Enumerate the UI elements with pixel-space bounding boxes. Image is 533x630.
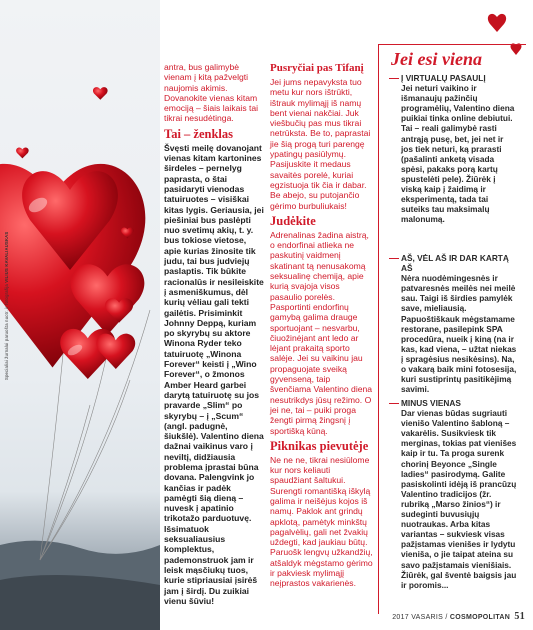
sidebar-section-virtual-heading: Į VIRTUALŲ PASAULĮ <box>401 73 486 83</box>
sidebar-section-self <box>401 253 517 394</box>
photo-credit-author: VILIUS KAVALIAUSKAS <box>4 231 9 283</box>
tattoo-section-body: Švęsti meilę dovanojant vienas kitam kartonines širdeles – pernelyg paprasta, o štai pasidaryti vienodas tatuiruotes – visiškai kitas lygis. Geriausia, jei piešiniai bus paslėpti nuo svetimų akių, t. y. bus tokiose vietose, apie kurias žinosite tik judu, tai bus judviejų paslaptis. Tik būkite racionalūs ir nesileiskite į asmeniškumus, dėl kurių vėliau gali tekti gailėtis. Prisiminkit Johnny Deppą, kuriam po skyrybų su aktore Winona Ryder teko tatuiruotę „Winona Forever“ keisti į „Wino Forever“, o žmonos Amber Heard garbei darytą tatuiruotę su jos pravarde „Slim“ po skyrybų – į „Scum“ (angl. padugnė, šiukšlė). Valentino diena dažnai vaikinus varo į neviltį, didžiausia problema įprastai būna dovana. Palengvink jo kančias ir padėk pamėgti šią dieną – nuvesk į apatinio trikotažo parduotuvę. Išsimatuok seksualiausius komplektus, pademonstruok jam ir leisk mąsčiukų tuos, kurie stipriausiai įsirėš jam į širdį. Du zuikiai vienu šūviu! <box>164 142 264 606</box>
magazine-name: COSMOPOLITAN <box>449 614 511 621</box>
sidebar-section-party-heading: MINUS VIENAS <box>401 398 461 408</box>
sidebar-section-self-body: Nėra nuodėmingesnės ir patvaresnės meilės nei meilė sau. Taigi iš širdies pamylėk save, mieliausią. Papuoštiškauk mėgstamame restorane, pasilepink SPA procedūra, nueik į kiną (na ir kas, kad viena, – užtat niekas į spragėsius nesikėsins). Na, o vakarą baik mini fotosesija, kuri sustiprintų pasitikėjimą savimi. <box>401 273 517 395</box>
column-1 <box>164 62 264 606</box>
intro-paragraph: antra, bus galimybė vienam į kitą pažvelgti naujomis akimis. Dovanokite vienas kitam emociją – šiais laikais tai tikrai nesudėtinga. <box>164 62 259 124</box>
section-rule <box>389 258 399 259</box>
breakfast-section-title: Pusryčiai pas Tifanį <box>270 62 364 74</box>
heart-balloons-illustration <box>0 0 160 630</box>
page-number: 51 <box>514 611 525 622</box>
heart-balloon-icon <box>0 87 145 379</box>
section-rule <box>389 78 399 79</box>
heart-balloons-photo <box>0 0 160 630</box>
issue-label: 2017 VASARIS <box>392 614 444 621</box>
column-2 <box>270 62 373 589</box>
picnic-section-title: Piknikas pievutėje <box>270 438 369 453</box>
sidebar-section-virtual-body: Jei neturi vaikino ir išmanaujų pažinčių programėlių, Valentino diena puikiai tinka online debiutui. Tai – reali galimybė rasti antrąją pusę, bet, jei net ir jos tiek neturi, ką prarasti (pašalinti anketą visada spėsi, pakaks porą kartų spustelėti pele). Žiūrėk į viską kaip į žaidimą ir eksperimentą, tada tai suteiks tau maksimalų malonumą. <box>401 83 515 225</box>
sidebar-section-party <box>401 398 517 590</box>
tattoo-section-title: Tai – ženklas <box>164 126 234 141</box>
sidebar-section-party-body: Dar vienas būdas sugriauti vienišo Valentino šabloną – vakarėlis. Susikviesk tik merginas, tokias pat vienišes kaip ir tu. Ta proga surenk chorinį Beyonce „Single ladies“ pasirodymą. Galite pasiskolinti idėją iš prancūzų Valentino tradicijos (žr. rubriką „Marso žinios“) ir sudeginti buvusiųjų nuotraukas. Arba kitas variantas – sukviesk visas pažįstamas vienišes ir lydytu vieniša, o jie taipat ateina su savo pažįstamais vienišiais. Žiūrėk, gal šventė baigsis jau ir poromis... <box>401 408 517 590</box>
breakfast-section-body: Jei jums nepavyksta tuo metu kur nors ištrūkti, ištrauk mylimąjį iš namų bent vienai nakčiai. Juk viešbučių pas mus tikrai netrūksta. Be to, paprastai jie šią progą turi parengę ypatingų pasiūlymų. Pasijuskite it medaus savaitės porelė, kuriai egzistuoja tik čia ir dabar. Be abejo, su putojančio gėrimo burbuliukais! <box>270 77 371 211</box>
photo-credit-prefix: Specialiai žurnalui paruošta nuotr. ir fotografija <box>4 284 9 380</box>
sidebar-title: Jei esi viena <box>391 49 482 69</box>
photo-credit <box>4 120 9 380</box>
sidebar-section-self-heading: AŠ, VĖL AŠ IR DAR KARTĄ AŠ <box>401 253 509 274</box>
exercise-section-body: Adrenalinas žadina aistrą, o endorfinai atlieka ne paskutinį vaidmenį skatinant tą nenusakomą seksualinę chemiją, apie kurią svajoja visos pasaulio porelės. Pasportinti endorfinų gamybą galima drauge sportuojant – nesvarbu, čiuožinėjant ant ledo ar lėjant prakaitą sporto salėje. Jei su vaikinu jau propaguojate sveiką gyvenseną, taip švenčiama Valentino diena nesutrikdys jūsų režimo. O jei ne, tai – puiki proga žengti pirmą žingsnį į sportišką kūną. <box>270 229 373 436</box>
section-rule <box>389 403 399 404</box>
single-sidebar <box>378 44 526 614</box>
page-footer: 2017 VASARIS / COSMOPOLITAN 51 <box>392 611 525 622</box>
sidebar-section-virtual <box>401 73 517 224</box>
picnic-section-body: Ne ne ne, tikrai nesiūlome kur nors keliauti spaudžiant šaltukui. Surengti romantišką iškylą galima ir neišėjus kojos iš namų. Paklok ant grindų apklotą, pamėtyk minkštų pagalvėlių, gali net žvakių uždegti, kad jaukiau būtų. Paruošk lengvų užkandžių, atšaldyk mėgstamo gėrimo ir pakviesk mylimąjį neįprastos vakarienės. <box>270 454 373 589</box>
exercise-section-title: Judėkite <box>270 213 316 228</box>
